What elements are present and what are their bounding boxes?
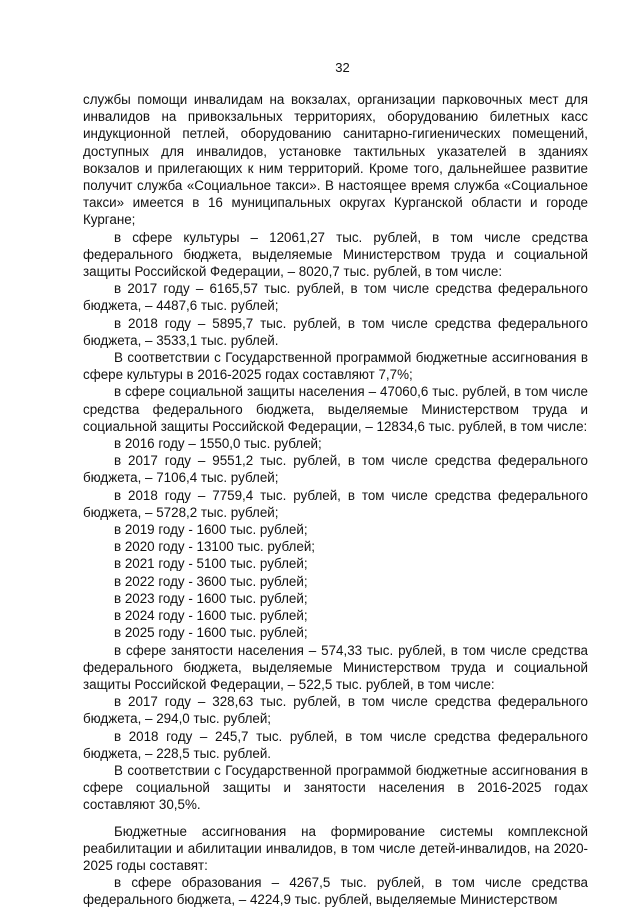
paragraph: в 2017 году – 6165,57 тыс. рублей, в том числе средства федерального бюджета, – 4487,6 тыс. рублей; [83, 281, 588, 314]
paragraph: Бюджетные ассигнования на формирование системы комплексной реабилитации и абилитации инвалидов, в том числе детей-инвалидов, на 2020-2025 годы составят: [83, 823, 588, 873]
paragraph: в 2016 году – 1550,0 тыс. рублей; [114, 436, 322, 452]
paragraph: в 2019 году - 1600 тыс. рублей; [114, 522, 308, 538]
page-number: 32 [335, 60, 350, 75]
paragraph: в 2018 году – 5895,7 тыс. рублей, в том числе средства федерального бюджета, – 3533,1 тыс. рублей. [83, 315, 588, 348]
paragraph: в сфере культуры – 12061,27 тыс. рублей, в том числе средства федерального бюджета, выделяемые Министерством труда и социальной защиты Российской Федерации, – 8020,7 тыс. рублей, в том числе: [83, 229, 588, 280]
paragraph: в сфере занятости населения – 574,33 тыс. рублей, в том числе средства федерального бюджета, выделяемые Министерством труда и социальной защиты Российской Федерации, – 522,5 тыс. рублей, в том числе: [83, 642, 588, 692]
paragraph: в 2017 году – 9551,2 тыс. рублей, в том числе средства федерального бюджета, – 7106,4 тыс. рублей; [83, 453, 588, 486]
paragraph: в 2017 году – 328,63 тыс. рублей, в том числе средства федерального бюджета, – 294,0 тыс. рублей; [83, 694, 588, 727]
paragraph: в 2022 году - 3600 тыс. рублей; [114, 573, 308, 589]
paragraph: в 2023 году - 1600 тыс. рублей; [114, 590, 308, 606]
paragraph: в 2018 году – 245,7 тыс. рублей, в том числе средства федерального бюджета, – 228,5 тыс. рублей. [83, 728, 588, 761]
paragraph: в сфере социальной защиты населения – 47060,6 тыс. рублей, в том числе средства федерального бюджета, выделяемые Министерством труда и социальной защиты Российской Федерации, – 12834,6 тыс. рублей, в том числе: [83, 384, 588, 434]
paragraph: В соответствии с Государственной программой бюджетные ассигнования в сфере культуры в 2016-2025 годах составляют 7,7%; [83, 350, 588, 383]
paragraph: в 2025 году - 1600 тыс. рублей; [114, 625, 308, 641]
document-body [83, 91, 588, 909]
paragraph: службы помощи инвалидам на вокзалах, организации парковочных мест для инвалидов на привокзальных территориях, оборудованию билетных касс индукционной петлей, оборудованию санитарно-гигиенических помещений, доступных для инвалидов, установке тактильных указателей в зданиях вокзалов и прилегающих к ним территорий. Кроме того, дальнейшее развитие получит служба «Социальное такси». В настоящее время служба «Социальное такси» имеется в 16 муниципальных округах Курганской области и городе Кургане; [83, 92, 588, 228]
paragraph: в 2024 году - 1600 тыс. рублей; [114, 608, 308, 624]
paragraph: в 2020 году - 13100 тыс. рублей; [114, 539, 316, 555]
paragraph: в сфере образования – 4267,5 тыс. рублей, в том числе средства федерального бюджета, – 4224,9 тыс. рублей, выделяемые Министерством [83, 875, 588, 908]
paragraph: в 2018 году – 7759,4 тыс. рублей, в том числе средства федерального бюджета, – 5728,2 тыс. рублей; [83, 487, 588, 520]
paragraph: В соответствии с Государственной программой бюджетные ассигнования в сфере социальной защиты и занятости населения в 2016-2025 годах составляют 30,5%. [83, 762, 588, 813]
paragraph: в 2021 году - 5100 тыс. рублей; [114, 556, 308, 572]
